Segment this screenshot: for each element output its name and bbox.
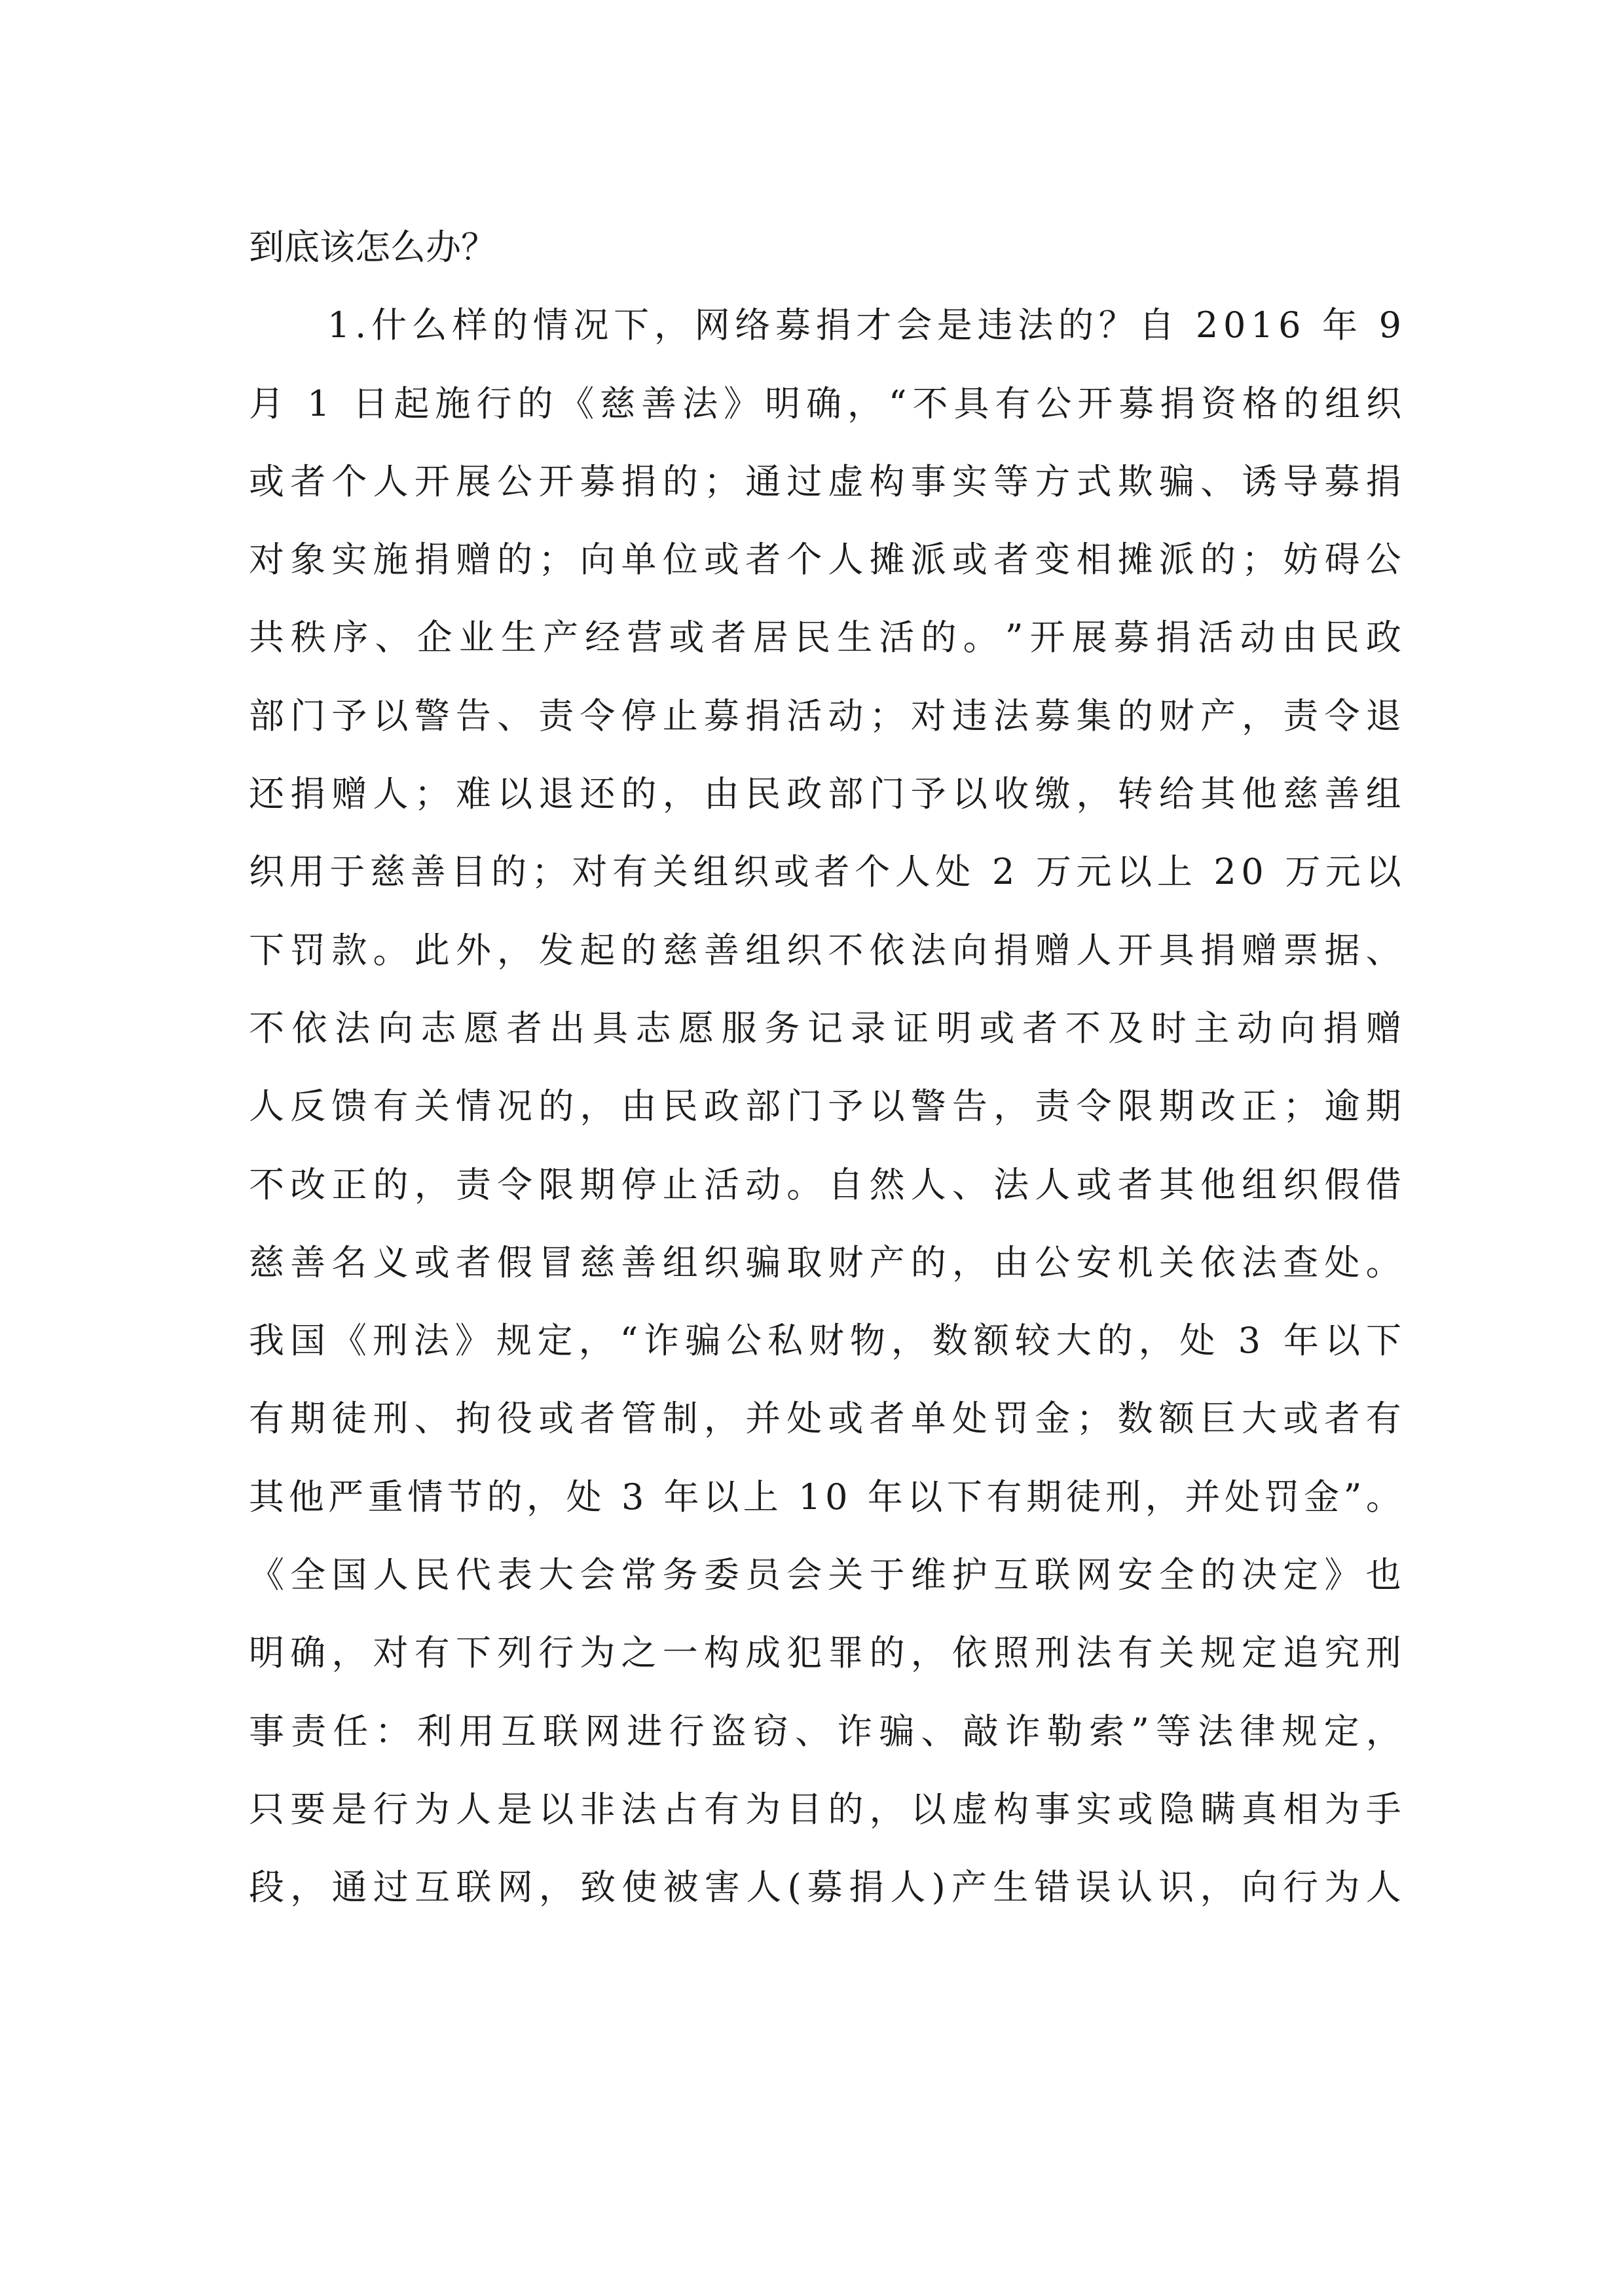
paragraph-line: 1 . 什 么 样 的 情 况 下 ， 网 络 募 捐 才 会 是 违 法 的 ？ 自 2 0 1 6 年 9	[327, 304, 1401, 346]
paragraph-line: 有 期 徒 刑 、 拘 役 或 者 管 制 ， 并 处 或 者 单 处 罚 金 ； 数 额 巨 大 或 者 有	[249, 1398, 1401, 1440]
paragraph-line: 慈 善 名 义 或 者 假 冒 慈 善 组 织 骗 取 财 产 的 ， 由 公 安 机 关 依 法 查 处 。	[249, 1241, 1401, 1283]
paragraph-line: 不 改 正 的 ， 责 令 限 期 停 止 活 动 。 自 然 人 、 法 人 或 者 其 他 组 织 假 借	[249, 1163, 1401, 1205]
paragraph-line: 事 责 任 ： 利 用 互 联 网 进 行 盗 窃 、 诈 骗 、 敲 诈 勒 索 ” 等 法 律 规 定 ，	[249, 1710, 1401, 1752]
paragraph-line: 我 国 《 刑 法 》 规 定 ， “ 诈 骗 公 私 财 物 ， 数 额 较 大 的 ， 处 3 年 以 下	[249, 1320, 1401, 1362]
body-text	[249, 208, 1401, 1927]
heading-question-line: 到底该怎么办？	[249, 227, 496, 268]
paragraph-line: 《 全 国 人 民 代 表 大 会 常 务 委 员 会 关 于 维 护 互 联 网 安 全 的 决 定 》 也	[249, 1554, 1401, 1596]
paragraph-line: 明 确 ， 对 有 下 列 行 为 之 一 构 成 犯 罪 的 ， 依 照 刑 法 有 关 规 定 追 究 刑	[249, 1632, 1401, 1674]
paragraph-line: 段 ， 通 过 互 联 网 ， 致 使 被 害 人 ( 募 捐 人 ) 产 生 错 误 认 识 ， 向 行 为 人	[249, 1867, 1401, 1908]
paragraph-line: 或 者 个 人 开 展 公 开 募 捐 的 ； 通 过 虚 构 事 实 等 方 式 欺 骗 、 诱 导 募 捐	[249, 460, 1401, 502]
paragraph-line: 只 要 是 行 为 人 是 以 非 法 占 有 为 目 的 ， 以 虚 构 事 实 或 隐 瞒 真 相 为 手	[249, 1788, 1401, 1830]
paragraph-line: 月 1 日 起 施 行 的 《 慈 善 法 》 明 确 ， “ 不 具 有 公 开 募 捐 资 格 的 组 织	[249, 382, 1401, 424]
paragraph-line: 不 依 法 向 志 愿 者 出 具 志 愿 服 务 记 录 证 明 或 者 不 及 时 主 动 向 捐 赠	[249, 1007, 1401, 1049]
paragraph-line: 织 用 于 慈 善 目 的 ； 对 有 关 组 织 或 者 个 人 处 2 万 元 以 上 2 0 万 元 以	[249, 851, 1401, 893]
paragraph-line: 部 门 予 以 警 告 、 责 令 停 止 募 捐 活 动 ； 对 违 法 募 集 的 财 产 ， 责 令 退	[249, 695, 1401, 737]
paragraph-line: 还 捐 赠 人 ； 难 以 退 还 的 ， 由 民 政 部 门 予 以 收 缴 ， 转 给 其 他 慈 善 组	[249, 773, 1401, 815]
paragraph-line: 其 他 严 重 情 节 的 ， 处 3 年 以 上 1 0 年 以 下 有 期 徒 刑 ， 并 处 罚 金 ” 。	[249, 1476, 1401, 1518]
paragraph-line: 下 罚 款 。 此 外 ， 发 起 的 慈 善 组 织 不 依 法 向 捐 赠 人 开 具 捐 赠 票 据 、	[249, 929, 1401, 971]
paragraph-line: 对 象 实 施 捐 赠 的 ； 向 单 位 或 者 个 人 摊 派 或 者 变 相 摊 派 的 ； 妨 碍 公	[249, 539, 1401, 581]
paragraph-line: 共 秩 序 、 企 业 生 产 经 营 或 者 居 民 生 活 的 。 ” 开 展 募 捐 活 动 由 民 政	[249, 617, 1401, 659]
paragraph-line: 人 反 馈 有 关 情 况 的 ， 由 民 政 部 门 予 以 警 告 ， 责 令 限 期 改 正 ； 逾 期	[249, 1085, 1401, 1127]
